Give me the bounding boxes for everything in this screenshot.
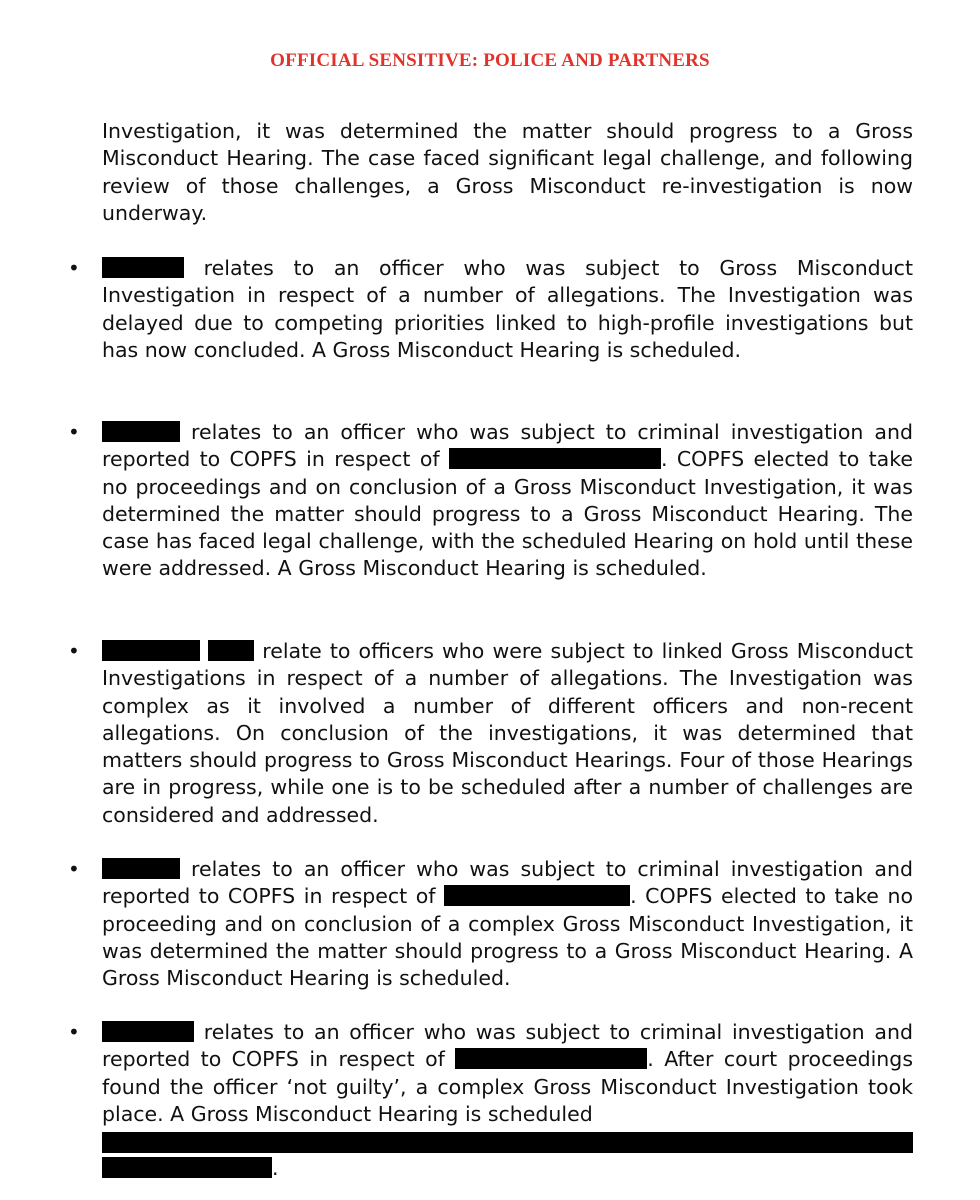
bullet-marker: • (68, 256, 80, 280)
intro-paragraph: Investigation, it was determined the matter should progress to a Gross Misconduct Hearing. The case faced significant legal challenge, and following review of those challenges, a Gross Misconduct re-investigation is now underway. (102, 119, 913, 225)
paragraph-text: relates to an officer who was subject to criminal investigation and reported to COPFS in respect of (102, 857, 913, 909)
redaction-block (444, 885, 630, 906)
redaction-block (102, 1021, 194, 1042)
paragraph-text: relates to an officer who was subject to criminal investigation and reported to COPFS in respect of (102, 420, 913, 472)
bullet-marker: • (68, 420, 80, 444)
redaction-block (102, 257, 184, 278)
bullet-paragraph-3 (102, 638, 913, 829)
bullet-paragraph-1 (102, 255, 913, 364)
paragraph-text: . After court proceedings found the officer ‘not guilty’, a complex Gross Misconduct Investigation took place. A Gross Misconduct Hearing is scheduled (102, 1047, 913, 1126)
redaction-block (102, 1157, 272, 1178)
bullet-paragraph-4 (102, 856, 913, 992)
paragraph-text: . COPFS elected to take no proceedings and on conclusion of a Gross Misconduct Investigation, it was determined the matter should progress to a Gross Misconduct Hearing. The case has faced legal challenge, with the scheduled Hearing on hold until these were addressed. A Gross Misconduct Hearing is scheduled. (102, 447, 913, 581)
paragraph-text: . (272, 1156, 279, 1181)
bullet-marker: • (68, 857, 80, 881)
paragraph-text: relates to an officer who was subject to criminal investigation and reported to COPFS in respect of (102, 1020, 913, 1072)
redaction-block (102, 640, 200, 661)
security-marking: OFFICIAL SENSITIVE: POLICE AND PARTNERS (270, 50, 710, 71)
redaction-line (102, 1132, 913, 1153)
paragraph-text: relates to an officer who was subject to Gross Misconduct Investigation in respect of a number of allegations. The Investigation was delayed due to competing priorities linked to high-profile investigations but has now concluded. A Gross Misconduct Hearing is scheduled. (102, 256, 913, 362)
redaction-block (208, 640, 254, 661)
bullet-marker: • (68, 1020, 80, 1044)
bullet-marker: • (68, 639, 80, 663)
redaction-block (449, 448, 661, 469)
redaction-block (102, 858, 180, 879)
paragraph-text: relate to officers who were subject to linked Gross Misconduct Investigations in respect of a number of allegations. The Investigation was complex as it involved a number of different officers and non-recent allegations. On conclusion of the investigations, it was determined that matters should progress to Gross Misconduct Hearings. Four of those Hearings are in progress, while one is to be scheduled after a number of challenges are considered and addressed. (102, 639, 913, 827)
redaction-block (102, 421, 180, 442)
bullet-paragraph-2 (102, 419, 913, 583)
bullet-paragraph-5 (102, 1019, 913, 1182)
paragraph-text: . COPFS elected to take no proceeding and on conclusion of a complex Gross Misconduct Investigation, it was determined the matter should progress to a Gross Misconduct Hearing. A Gross Misconduct Hearing is scheduled. (102, 884, 913, 991)
redaction-block (455, 1048, 647, 1069)
